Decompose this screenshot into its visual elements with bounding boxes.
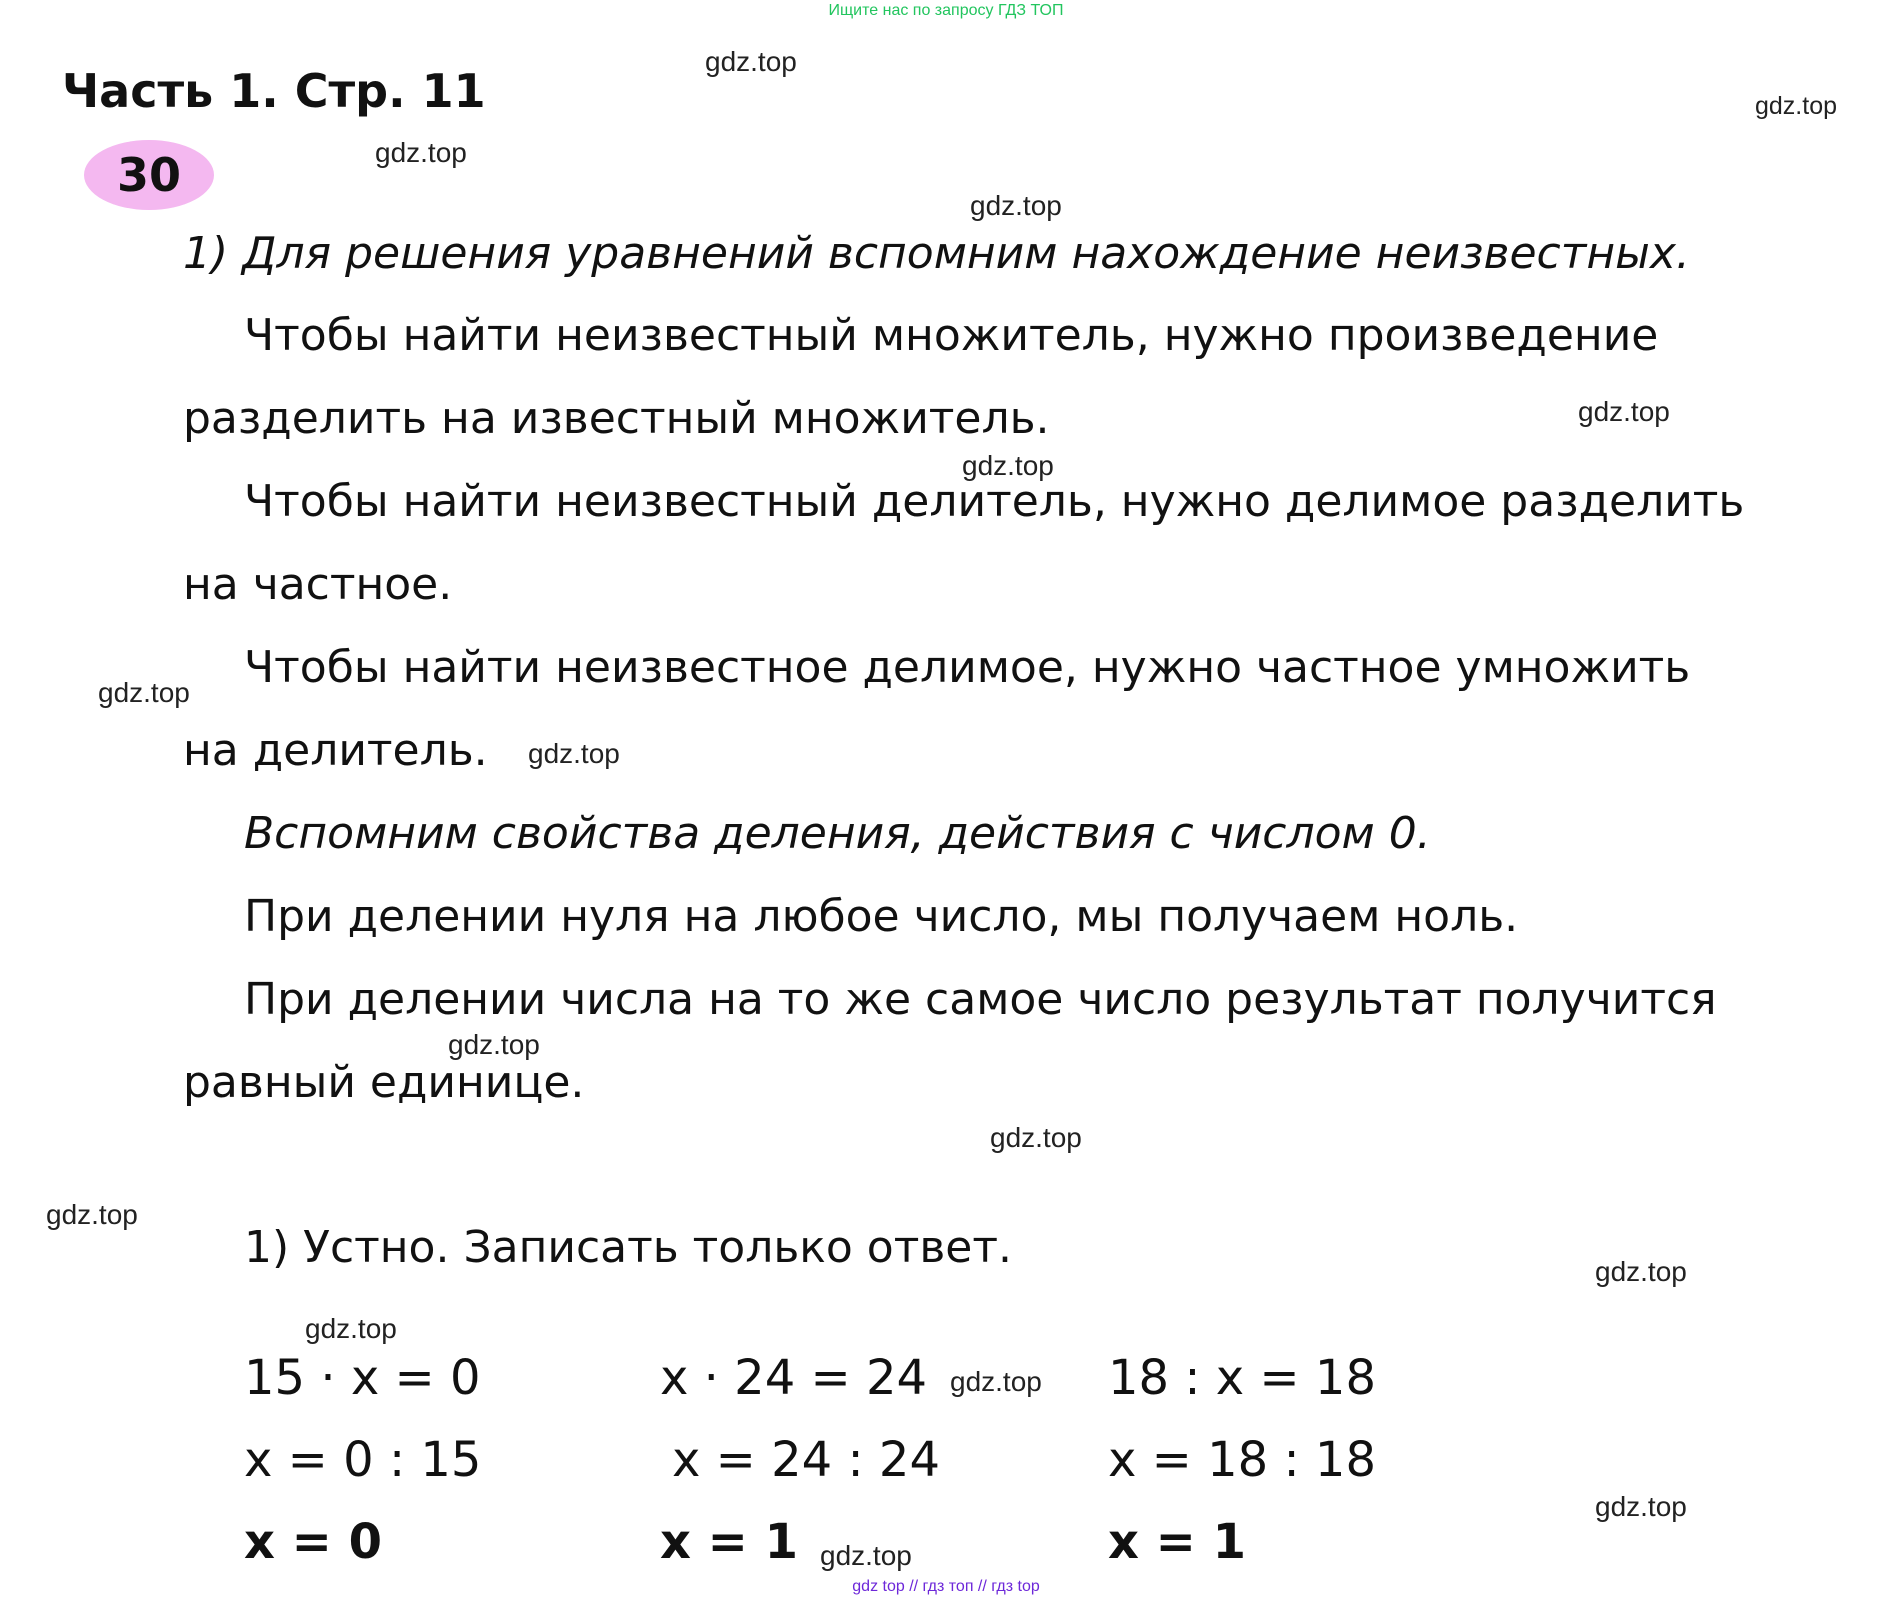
watermark: gdz.top: [1755, 92, 1838, 120]
watermark: gdz.top: [46, 1199, 138, 1230]
equation-answer: x = 0: [244, 1514, 382, 1570]
watermark: gdz.top: [1595, 1491, 1687, 1522]
watermark: gdz.top: [990, 1122, 1082, 1153]
text-line: разделить на известный множитель.: [183, 393, 1050, 444]
text-line: Чтобы найти неизвестное делимое, нужно частное умножить: [244, 642, 1691, 693]
text-line: Чтобы найти неизвестный множитель, нужно произведение: [244, 310, 1659, 361]
page-title: Часть 1. Стр. 11: [62, 64, 486, 118]
search-banner: Ищите нас по запросу ГДЗ ТОП: [828, 2, 1064, 19]
equation: x · 24 = 24: [660, 1350, 928, 1406]
watermark: gdz.top: [970, 190, 1062, 221]
text-line: 1) Для решения уравнений вспомним нахождение неизвестных.: [183, 228, 1690, 279]
watermark: gdz.top: [528, 738, 620, 769]
text-line: При делении нуля на любое число, мы получаем ноль.: [244, 891, 1519, 942]
equation: x = 24 : 24: [672, 1432, 940, 1488]
text-line: на делитель.: [183, 725, 488, 776]
text-line: При делении числа на то же самое число результат получится: [244, 974, 1717, 1025]
equation: x = 0 : 15: [244, 1432, 482, 1488]
text-line: Вспомним свойства деления, действия с числом 0.: [244, 808, 1431, 859]
watermark: gdz.top: [375, 137, 467, 168]
watermark: gdz.top: [705, 46, 797, 77]
watermark: gdz.top: [962, 450, 1054, 481]
equation: 18 : x = 18: [1108, 1350, 1376, 1406]
text-line: на частное.: [183, 559, 453, 610]
equation-answer: x = 1: [660, 1514, 798, 1570]
equation: x = 18 : 18: [1108, 1432, 1376, 1488]
task-number: 30: [116, 148, 181, 202]
text-line: равный единице.: [183, 1057, 585, 1108]
watermark: gdz.top: [820, 1540, 912, 1571]
watermark: gdz.top: [1578, 396, 1670, 427]
watermark: gdz.top: [98, 677, 190, 708]
text-line: Чтобы найти неизвестный делитель, нужно делимое разделить: [244, 476, 1745, 527]
equation-answer: x = 1: [1108, 1514, 1246, 1570]
watermark: gdz.top: [950, 1366, 1042, 1397]
text-line: 1) Устно. Записать только ответ.: [244, 1222, 1012, 1273]
equation: 15 · x = 0: [244, 1350, 481, 1406]
watermark: gdz.top: [1595, 1256, 1687, 1287]
watermark: gdz.top: [448, 1029, 540, 1060]
watermark: gdz.top: [305, 1313, 397, 1344]
footer-links: gdz top // гдз топ // гдз top: [852, 1578, 1040, 1595]
